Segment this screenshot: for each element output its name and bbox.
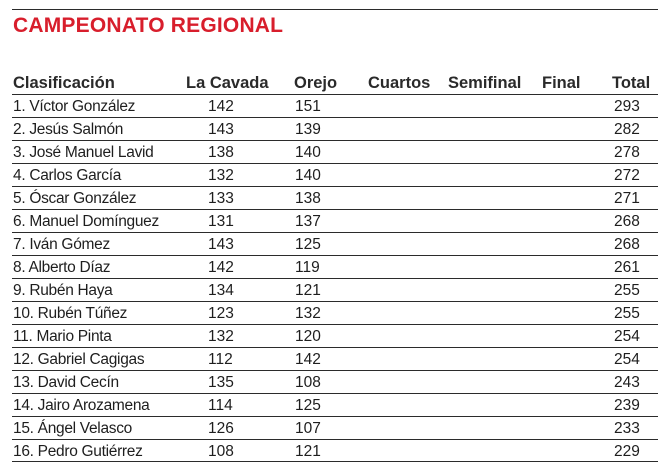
score-orejo: 139	[295, 121, 321, 138]
table-row	[12, 301, 658, 324]
score-orejo: 108	[295, 374, 321, 391]
score-orejo: 151	[295, 98, 321, 115]
header-la-cavada: La Cavada	[186, 74, 269, 92]
table-row	[12, 232, 658, 255]
player-name: 16. Pedro Gutiérrez	[13, 443, 143, 460]
score-total: 254	[614, 328, 640, 345]
score-orejo: 132	[295, 305, 321, 322]
score-la-cavada: 131	[208, 213, 234, 230]
table-row	[12, 209, 658, 232]
score-total: 255	[614, 282, 640, 299]
score-total: 229	[614, 443, 640, 460]
score-total: 261	[614, 259, 640, 276]
score-total: 282	[614, 121, 640, 138]
score-la-cavada: 143	[208, 236, 234, 253]
table-row	[12, 94, 658, 117]
page-title: CAMPEONATO REGIONAL	[13, 14, 284, 37]
player-name: 7. Iván Gómez	[13, 236, 110, 253]
table-row	[12, 140, 658, 163]
player-name: 15. Ángel Velasco	[13, 420, 132, 437]
header-semifinal: Semifinal	[448, 74, 522, 92]
player-name: 1. Víctor González	[13, 98, 136, 115]
score-la-cavada: 143	[208, 121, 234, 138]
score-orejo: 121	[295, 282, 321, 299]
table-body	[12, 94, 658, 462]
score-orejo: 125	[295, 397, 321, 414]
table-row	[12, 255, 658, 278]
score-la-cavada: 132	[208, 167, 234, 184]
player-name: 14. Jairo Arozamena	[13, 397, 150, 414]
score-total: 255	[614, 305, 640, 322]
score-total: 268	[614, 236, 640, 253]
score-orejo: 140	[295, 144, 321, 161]
player-name: 8. Alberto Díaz	[13, 259, 111, 276]
score-total: 243	[614, 374, 640, 391]
table-row	[12, 278, 658, 301]
score-la-cavada: 138	[208, 144, 234, 161]
score-la-cavada: 132	[208, 328, 234, 345]
score-la-cavada: 142	[208, 259, 234, 276]
player-name: 6. Manuel Domínguez	[13, 213, 159, 230]
player-name: 2. Jesús Salmón	[13, 121, 124, 138]
score-total: 272	[614, 167, 640, 184]
score-la-cavada: 114	[208, 397, 233, 414]
score-total: 239	[614, 397, 640, 414]
score-orejo: 142	[295, 351, 321, 368]
score-la-cavada: 126	[208, 420, 234, 437]
table-row	[12, 393, 658, 416]
table-row	[12, 370, 658, 393]
header-clasificacion: Clasificación	[13, 74, 115, 92]
player-name: 12. Gabriel Cagigas	[13, 351, 145, 368]
player-name: 11. Mario Pinta	[13, 328, 112, 345]
header-total: Total	[612, 74, 651, 92]
score-orejo: 138	[295, 190, 321, 207]
score-la-cavada: 112	[208, 351, 233, 368]
header-cuartos: Cuartos	[368, 74, 431, 92]
table-row	[12, 439, 658, 462]
table-header	[12, 72, 658, 94]
header-final: Final	[542, 74, 581, 92]
score-total: 271	[614, 190, 640, 207]
player-name: 10. Rubén Túñez	[13, 305, 128, 322]
score-orejo: 119	[295, 259, 320, 276]
score-orejo: 121	[295, 443, 321, 460]
score-la-cavada: 123	[208, 305, 234, 322]
top-rule	[12, 9, 658, 10]
score-la-cavada: 142	[208, 98, 234, 115]
player-name: 9. Rubén Haya	[13, 282, 113, 299]
table-row	[12, 163, 658, 186]
score-la-cavada: 135	[208, 374, 234, 391]
score-total: 268	[614, 213, 640, 230]
player-name: 3. José Manuel Lavid	[13, 144, 154, 161]
score-orejo: 107	[295, 420, 321, 437]
score-orejo: 120	[295, 328, 321, 345]
score-orejo: 125	[295, 236, 321, 253]
score-total: 293	[614, 98, 640, 115]
score-total: 254	[614, 351, 640, 368]
score-total: 233	[614, 420, 640, 437]
score-la-cavada: 134	[208, 282, 234, 299]
table-row	[12, 416, 658, 439]
table-row	[12, 324, 658, 347]
player-name: 4. Carlos García	[13, 167, 122, 184]
score-orejo: 140	[295, 167, 321, 184]
score-orejo: 137	[295, 213, 321, 230]
player-name: 5. Óscar González	[13, 190, 137, 207]
table-row	[12, 117, 658, 140]
table-row	[12, 186, 658, 209]
score-la-cavada: 108	[208, 443, 234, 460]
score-la-cavada: 133	[208, 190, 234, 207]
table-row	[12, 347, 658, 370]
player-name: 13. David Cecín	[13, 374, 119, 391]
score-total: 278	[614, 144, 640, 161]
header-orejo: Orejo	[294, 74, 338, 92]
standings-table	[12, 72, 658, 462]
